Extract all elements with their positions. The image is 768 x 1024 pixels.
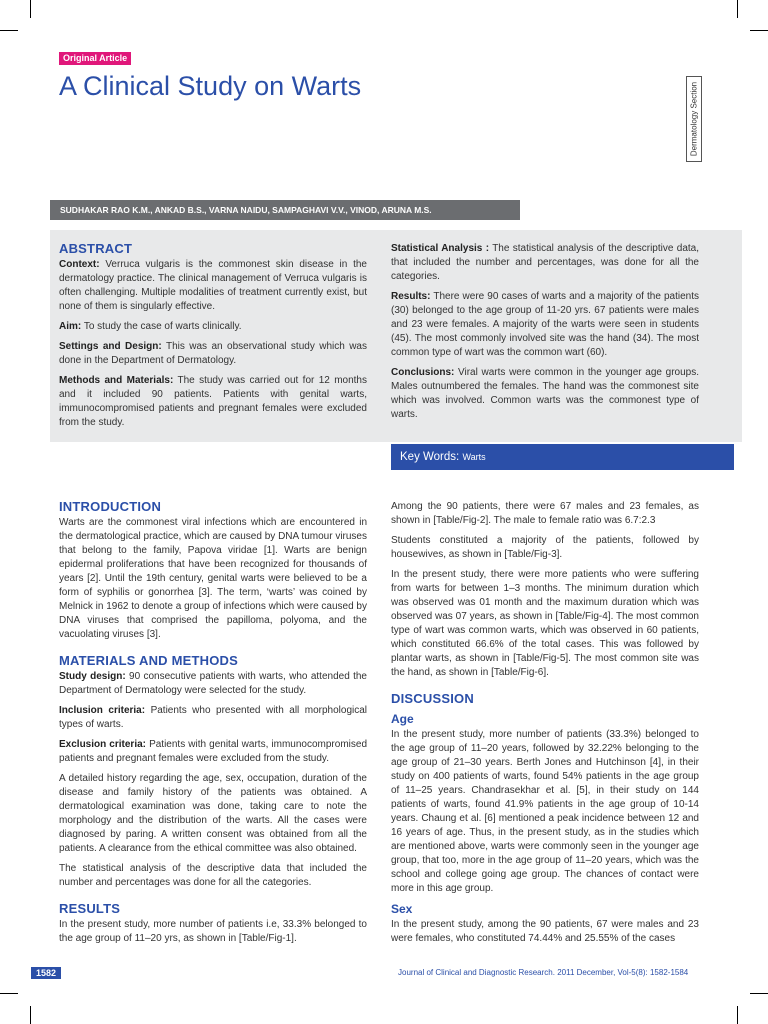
abstract-statistical: Statistical Analysis : The statistical analysis of the descriptive data, that included the number and percentages, was done for all the categories. (391, 243, 700, 282)
abstract-right (391, 242, 699, 428)
abstract-settings: Settings and Design: This was an observational study which was done in the Department of Dermatology. (59, 341, 367, 366)
exclusion-criteria: Exclusion criteria: Patients with genital warts, immunocompromised patients and pregnant females were excluded from the study. (59, 739, 368, 764)
body-left-column (59, 500, 367, 952)
authors-bar: SUDHAKAR RAO K.M., ANKAD B.S., VARNA NAIDU, SAMPAGHAVI V.V., VINOD, ARUNA M.S. (50, 200, 520, 220)
page-title: A Clinical Study on Warts (59, 71, 362, 101)
study-design: Study design: 90 consecutive patients with warts, who attended the Department of Dermatology were selected for the study. (59, 671, 367, 696)
sex-paragraph: In the present study, among the 90 patients, 67 were males and 23 were females, who constituted 74.44% and 25.55% of the cases (391, 919, 699, 944)
section-label-text: Dermatology Section (689, 81, 699, 157)
crop-mark (30, 0, 31, 18)
results-paragraph: In the present study, more number of patients i.e, 33.3% belonged to the age group of 11–20 yrs, as shown in [Table/Fig-1]. (59, 919, 367, 944)
results-occupation-paragraph: Students constituted a majority of the patients, followed by housewives, as shown in [Table/Fig-3]. (391, 535, 699, 560)
introduction-paragraph: Warts are the commonest viral infections which are encountered in the dermatological practice, which are caused by DNA tumour viruses that belong to the family, Papova viridae [1]. Warts are benign epidermal proliferations that have been recognized for thousands of years [2]. Until the 19th century, genital warts were believed to be a form of syphilis or gonorrhea [3]. The term, ‘warts’ was coined by Melnick in 1962 to denote a group of infections which were caused by DNA viruses that comprised the papilloma, polyoma, and the vacuolating viruses [3]. (59, 517, 367, 640)
crop-mark (750, 30, 768, 31)
keywords-value: Warts (462, 452, 486, 462)
discussion-heading: DISCUSSION (391, 691, 474, 706)
results-duration-paragraph: In the present study, there were more patients who were suffering from warts for between 1–3 months. The minimum duration which was observed was 01 month and the maximum duration which was observed was 07 years, as shown in [Table/Fig-4]. The most common type of wart was common warts, which was observed in 60 patients, which constituted 66.6% of the total cases. This was followed by plantar warts, as shown in [Table/Fig-5]. The most common site was the hand, as shown in [Table/Fig-6]. (391, 569, 699, 678)
abstract-conclusions: Conclusions: Viral warts were common in the younger age groups. Males outnumbered the females. The hand was the commonest site which was involved. Common warts was the commonest type of warts. (391, 367, 699, 420)
results-sex-paragraph: Among the 90 patients, there were 67 males and 23 females, as shown in [Table/Fig-2]. The male to female ratio was 6.7:2.3 (391, 501, 699, 526)
crop-mark (0, 993, 18, 994)
crop-mark (750, 993, 768, 994)
abstract-context: Context: Verruca vulgaris is the commonest skin disease in the dermatology practice. The clinical management of Verruca vulgaris is often challenging. Multiple modalities of treatment currently exist, but none of them is singularly effective. (59, 259, 367, 312)
crop-mark (30, 1006, 31, 1024)
page-number: 1582 (31, 967, 61, 979)
keywords-label: Key Words: (400, 451, 460, 463)
materials-paragraph-2: The statistical analysis of the descriptive data that included the number and percentages was done for all the categories. (59, 863, 367, 888)
crop-mark (0, 30, 18, 31)
introduction-heading: INTRODUCTION (59, 499, 162, 514)
results-heading: RESULTS (59, 901, 121, 916)
journal-citation: Journal of Clinical and Diagnostic Research. 2011 December, Vol-5(8): 1582-1584 (398, 968, 689, 977)
section-label (686, 76, 702, 162)
abstract-methods: Methods and Materials: The study was carried out for 12 months and it included 90 patients. Patients with genital warts, immunocompromised patients and pregnant females were excluded from the study. (59, 375, 367, 428)
keywords-bar (391, 444, 734, 470)
crop-mark (737, 1006, 738, 1024)
inclusion-criteria: Inclusion criteria: Patients who presented with all morphological types of warts. (59, 705, 368, 730)
age-subheading: Age (391, 712, 414, 726)
sex-subheading: Sex (391, 902, 413, 916)
age-paragraph: In the present study, more number of patients (33.3%) belonged to the age group of 11–20 years, followed by 32.22% belonging to the age group of 21–30 years. Berth Jones and Hutchinson [4], in their study on 400 patients of warts, found 54% patients in the age group of 11–25 years. Chandrasekhar et al. [5], in their study on 144 patients of warts, found 41.9% patients in the age group of 10-14 years. Chaung et al. [6] mentioned a peak incidence between 12 and 16 years of age. Thus, in the present study, as in the studies which are mentioned above, warts were commonly seen in the younger age group, that too, more in the age group of 11–20 years, which was the school and college going age group. The chances of contact were more in this age group. (391, 729, 699, 894)
abstract-left (59, 242, 367, 436)
materials-heading: MATERIALS AND METHODS (59, 653, 238, 668)
body-right-column (391, 500, 699, 952)
abstract-results: Results: There were 90 cases of warts and a majority of the patients (30) belonged to the age group of 11-20 yrs. 67 patients were males and 23 were females. A majority of the warts were seen in students (45). The most commonly involved site was the hand (34). The most common type of wart was the common wart (60). (391, 291, 699, 358)
materials-paragraph: A detailed history regarding the age, sex, occupation, duration of the disease and family history of the patients was obtained. A dermatological examination was done, taking care to note the morphology and the distribution of the warts. All the cases were diagnosed by paring. A written consent was obtained from all the patients. A clearance from the ethical committee was also obtained. (59, 773, 367, 854)
abstract-heading: ABSTRACT (59, 241, 133, 256)
abstract-aim: Aim: To study the case of warts clinically. (59, 321, 242, 332)
crop-mark (737, 0, 738, 18)
article-type-tag: Original Article (59, 52, 131, 65)
